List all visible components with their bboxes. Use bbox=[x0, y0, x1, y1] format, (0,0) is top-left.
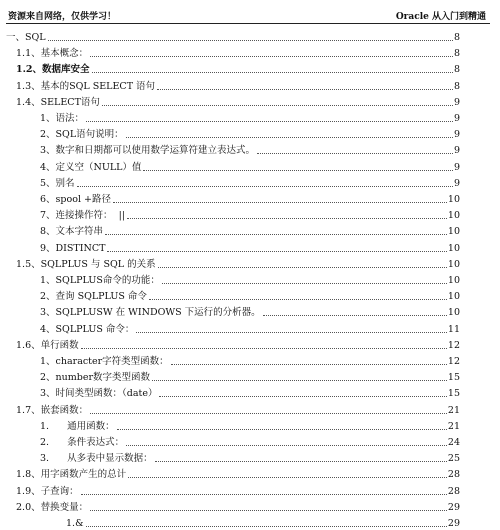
toc-page-number: 9 bbox=[453, 161, 460, 173]
toc-entry-title: 5、别名 bbox=[40, 177, 75, 189]
toc-dot-leader bbox=[81, 348, 447, 349]
toc-page-number: 9 bbox=[453, 177, 460, 189]
toc-page-number: 9 bbox=[453, 96, 460, 108]
toc-page-number: 29 bbox=[447, 501, 460, 513]
toc-dot-leader bbox=[263, 315, 447, 316]
toc-page-number: 12 bbox=[447, 356, 460, 367]
toc-page-number: 10 bbox=[447, 226, 460, 238]
toc-dot-leader bbox=[126, 137, 453, 138]
toc-entry-title: 1、character字符类型函数： bbox=[40, 356, 169, 367]
toc-page-number: 10 bbox=[447, 210, 460, 222]
toc-entry-title: 7、连接操作符： || bbox=[40, 210, 125, 222]
toc-dot-leader bbox=[162, 283, 447, 284]
toc-dot-leader bbox=[136, 332, 447, 333]
toc-entry-title: 2、查询 SQLPLUS 命令 bbox=[40, 291, 147, 303]
toc-entry-title: 1、语法： bbox=[40, 113, 85, 124]
toc-entry[interactable] bbox=[16, 336, 460, 352]
toc-dot-leader bbox=[113, 202, 447, 203]
toc-entry[interactable] bbox=[40, 109, 460, 125]
toc-entry-title: 一、SQL bbox=[6, 32, 46, 43]
toc-page-number: 21 bbox=[447, 420, 460, 432]
toc-dot-leader bbox=[86, 526, 447, 527]
toc-entry[interactable] bbox=[40, 433, 460, 449]
toc-dot-leader bbox=[149, 299, 447, 300]
toc-page-number: 12 bbox=[447, 339, 460, 351]
toc-page-number: 10 bbox=[447, 258, 460, 270]
toc-entry[interactable] bbox=[40, 174, 460, 190]
toc-entry[interactable] bbox=[6, 28, 460, 44]
toc-dot-leader bbox=[107, 251, 446, 252]
toc-page-number: 9 bbox=[453, 145, 460, 157]
toc-entry-title: 9、DISTINCT bbox=[40, 242, 106, 254]
toc-entry-title: 1.4、SELECT语句 bbox=[16, 96, 100, 108]
toc-dot-leader bbox=[102, 105, 453, 106]
toc-page-number: 8 bbox=[453, 80, 460, 92]
toc-entry[interactable] bbox=[40, 417, 460, 433]
toc-page-number: 15 bbox=[447, 372, 460, 384]
toc-entry[interactable] bbox=[40, 352, 460, 368]
toc-dot-leader bbox=[86, 121, 453, 122]
toc-entry[interactable] bbox=[40, 190, 460, 206]
toc-entry[interactable] bbox=[40, 320, 460, 336]
toc-dot-leader bbox=[105, 234, 447, 235]
page-header bbox=[8, 9, 486, 23]
toc-entry-title: 3. 从多表中显示数据： bbox=[40, 453, 153, 465]
toc-entry[interactable] bbox=[16, 482, 460, 498]
toc-entry-title: 1.3、基本的SQL SELECT 语句 bbox=[16, 80, 156, 92]
toc-entry[interactable] bbox=[40, 303, 460, 319]
header-source-note: 资源来自网络，仅供学习！ bbox=[8, 12, 117, 22]
toc-dot-leader bbox=[90, 56, 453, 57]
toc-entry[interactable] bbox=[40, 141, 460, 157]
toc-entry[interactable] bbox=[40, 287, 460, 303]
header-book-title: Oracle 从入门到精通 bbox=[395, 12, 486, 22]
toc-dot-leader bbox=[152, 380, 447, 381]
toc-entry-title: 1.1、基本概念： bbox=[16, 48, 89, 60]
toc-entry-title: 1. 通用函数： bbox=[40, 420, 115, 432]
toc-entry-title: 1.8、用字函数产生的总计 bbox=[16, 469, 127, 481]
toc-entry[interactable] bbox=[40, 384, 460, 400]
header-divider bbox=[6, 23, 490, 24]
toc-page-number: 21 bbox=[447, 404, 460, 416]
toc-entry-title: 1.2、数据库安全 bbox=[16, 64, 90, 76]
toc-entry[interactable] bbox=[40, 222, 460, 238]
toc-page-number: 24 bbox=[447, 437, 460, 448]
toc-dot-leader bbox=[155, 461, 447, 462]
toc-dot-leader bbox=[117, 429, 447, 430]
toc-page-number: 10 bbox=[447, 307, 460, 319]
toc-page-number: 8 bbox=[453, 64, 460, 76]
toc-page-number: 29 bbox=[447, 518, 460, 529]
toc-page-number: 10 bbox=[447, 194, 460, 205]
toc-dot-leader bbox=[90, 510, 447, 511]
toc-dot-leader bbox=[92, 72, 453, 73]
toc-entry-title: 3、数字和日期都可以使用数学运算符建立表达式。 bbox=[40, 145, 256, 157]
toc-entry[interactable] bbox=[40, 158, 460, 174]
toc-entry-title: 6、spool +路径 bbox=[40, 194, 111, 205]
toc-page-number: 10 bbox=[447, 275, 460, 286]
toc-entry-title: 3、SQLPLUSW 在 WINDOWS 下运行的分析器。 bbox=[40, 307, 261, 319]
toc-entry[interactable] bbox=[16, 255, 460, 271]
toc-dot-leader bbox=[158, 267, 447, 268]
toc-entry-title: 2、SQL语句说明： bbox=[40, 129, 124, 141]
toc-entry-title: 1.9、子查询： bbox=[16, 485, 79, 497]
toc-entry-title: 4、SQLPLUS 命令： bbox=[40, 323, 135, 335]
toc-dot-leader bbox=[143, 170, 452, 171]
toc-dot-leader bbox=[171, 364, 447, 365]
toc-dot-leader bbox=[128, 477, 447, 478]
toc-dot-leader bbox=[81, 494, 447, 495]
toc-entry[interactable] bbox=[16, 498, 460, 514]
toc-page-number: 15 bbox=[447, 388, 460, 400]
toc-entry-title: 1.6、单行函数 bbox=[16, 339, 79, 351]
toc-entry[interactable] bbox=[66, 514, 460, 530]
toc-entry-title: 3、时间类型函数：（date） bbox=[40, 388, 158, 400]
toc-dot-leader bbox=[257, 153, 453, 154]
toc-entry-title: 2. 条件表达式： bbox=[40, 437, 125, 448]
toc-dot-leader bbox=[127, 218, 447, 219]
toc-entry-title: 2、number数字类型函数 bbox=[40, 372, 151, 384]
toc-entry[interactable] bbox=[16, 93, 460, 109]
toc-page-number: 11 bbox=[447, 323, 460, 335]
toc-page-number: 8 bbox=[453, 48, 460, 60]
toc-page-number: 10 bbox=[447, 291, 460, 303]
toc-entry[interactable] bbox=[16, 60, 460, 76]
toc-page-number: 10 bbox=[447, 242, 460, 254]
toc-dot-leader bbox=[77, 186, 453, 187]
toc-entry-title: 1.7、嵌套函数： bbox=[16, 404, 89, 416]
toc-page-number: 8 bbox=[453, 32, 460, 43]
toc-entry[interactable] bbox=[16, 44, 460, 60]
toc-page-number: 28 bbox=[447, 485, 460, 497]
toc-entry[interactable] bbox=[16, 465, 460, 481]
toc-entry[interactable] bbox=[16, 77, 460, 93]
toc-entry[interactable] bbox=[40, 271, 460, 287]
toc-entry[interactable] bbox=[40, 239, 460, 255]
toc-entry-title: 1.5、SQLPLUS 与 SQL 的关系 bbox=[16, 258, 156, 270]
toc-entry[interactable] bbox=[40, 125, 460, 141]
toc-dot-leader bbox=[157, 89, 453, 90]
toc-page-number: 9 bbox=[453, 113, 460, 124]
toc-entry[interactable] bbox=[40, 206, 460, 222]
toc-dot-leader bbox=[90, 413, 447, 414]
toc-entry-title: 4、定义空（NULL）值 bbox=[40, 161, 142, 173]
toc-page-number: 28 bbox=[447, 469, 460, 481]
toc-entry[interactable] bbox=[40, 449, 460, 465]
toc-entry-title: 1、SQLPLUS命令的功能： bbox=[40, 275, 160, 286]
toc-dot-leader bbox=[126, 445, 447, 446]
toc-dot-leader bbox=[48, 40, 453, 41]
toc-entry[interactable] bbox=[16, 401, 460, 417]
toc-entry-title: 2.0、替换变量： bbox=[16, 501, 89, 513]
toc-entry-title: 8、文本字符串 bbox=[40, 226, 104, 238]
toc-page-number: 9 bbox=[453, 129, 460, 141]
toc-entry-title: 1.& bbox=[66, 518, 84, 529]
toc-page-number: 25 bbox=[447, 453, 460, 465]
toc-entry[interactable] bbox=[40, 368, 460, 384]
toc-dot-leader bbox=[159, 396, 446, 397]
